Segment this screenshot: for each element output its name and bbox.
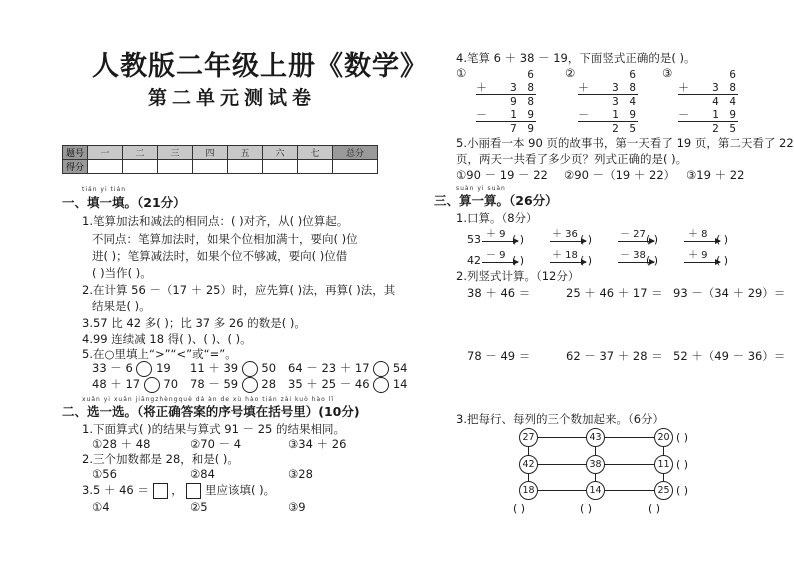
compare-right: 70 bbox=[163, 377, 179, 391]
vcalc-label-3: ③ bbox=[662, 66, 673, 80]
compare-left: 78 － 59 bbox=[190, 377, 239, 391]
compare-left: 64 － 23 ＋ 17 bbox=[288, 361, 370, 375]
s2-q2-opt1: ①56 bbox=[92, 467, 117, 481]
s1-q1-line4: ( )当作( )。 bbox=[92, 266, 152, 280]
r-q4: 4.笔算 6 ＋ 38 － 19，下面竖式正确的是( )。 bbox=[456, 51, 696, 65]
grid-number: 18 bbox=[519, 481, 538, 500]
compare-left: 33 － 6 bbox=[92, 361, 133, 375]
r-q5-line2: 页，两天一共看了多少页？列式正确的是( )。 bbox=[456, 152, 688, 166]
grid-number: 14 bbox=[586, 481, 605, 500]
chain1-op4: ＋ 8 bbox=[688, 229, 708, 240]
compare-right: 50 bbox=[261, 361, 277, 375]
compare-right: 54 bbox=[392, 361, 408, 375]
score-cell bbox=[228, 160, 263, 174]
exam-subtitle: 第二单元测试卷 bbox=[148, 87, 317, 109]
answer-paren: ( ) bbox=[512, 233, 525, 246]
s2-q3-question: 里应该填( )。 bbox=[205, 483, 276, 497]
answer-paren: ( ) bbox=[512, 254, 525, 267]
chain2-op2: ＋ 18 bbox=[552, 250, 578, 261]
score-table bbox=[62, 145, 378, 174]
score-cell bbox=[263, 160, 298, 174]
compare-circle[interactable] bbox=[373, 361, 389, 377]
s2-q3-comma: ， bbox=[171, 483, 183, 497]
compare-left: 48 ＋ 17 bbox=[92, 377, 141, 391]
score-col-7: 七 bbox=[298, 146, 333, 160]
s2-q3-opt3: ③9 bbox=[288, 500, 306, 514]
s2-q1-opt1: ①28 ＋ 48 bbox=[92, 437, 151, 451]
grid-number: 38 bbox=[586, 455, 605, 474]
compare-right: 14 bbox=[392, 377, 408, 391]
score-col-4: 四 bbox=[193, 146, 228, 160]
chain2-start: 42 bbox=[467, 254, 481, 267]
chain-arrow bbox=[684, 241, 720, 242]
compare-item bbox=[190, 376, 276, 393]
s2-q3-opt1: ①4 bbox=[92, 500, 110, 514]
compare-circle[interactable] bbox=[242, 361, 258, 377]
exam-title: 人教版二年级上册《数学》 bbox=[92, 51, 428, 82]
grid-number: 11 bbox=[654, 455, 673, 474]
answer-paren: ( ) bbox=[646, 233, 659, 246]
compare-item bbox=[92, 376, 178, 393]
row-sum-paren[interactable]: ( ) bbox=[676, 431, 689, 444]
col-sum-paren[interactable]: ( ) bbox=[513, 502, 526, 515]
s1-q2-line2: 结果是( )。 bbox=[92, 299, 151, 313]
s2-q1: 1.下面算式( )的结果与算式 91 － 25 的结果相同。 bbox=[82, 422, 345, 436]
s1-q5: 5.在○里填上“>”“<”或“=”。 bbox=[82, 347, 237, 361]
section3-pinyin: suàn yi suàn bbox=[456, 185, 506, 192]
grid-number: 27 bbox=[519, 428, 538, 447]
compare-left: 35 ＋ 25 － 46 bbox=[288, 377, 370, 391]
compare-item bbox=[288, 376, 407, 393]
chain1-op2: ＋ 36 bbox=[552, 229, 578, 240]
compare-item bbox=[92, 360, 171, 377]
s3-q3: 3.把每行、每列的三个数加起来。（6分） bbox=[456, 412, 665, 426]
answer-paren: ( ) bbox=[716, 233, 729, 246]
s1-q1-line3: 进( )；笔算减法时，如果个位不够减，要向( )位借 bbox=[92, 249, 348, 263]
answer-paren: ( ) bbox=[716, 254, 729, 267]
compare-left: 11 ＋ 39 bbox=[190, 361, 239, 375]
grid-number: 42 bbox=[519, 455, 538, 474]
s2-q1-opt3: ③34 ＋ 26 bbox=[288, 437, 347, 451]
chain-arrow bbox=[684, 262, 720, 263]
s1-q2-line1: 2.在计算 56 －（17 ＋ 25）时，应先算( )法，再算( )法，其 bbox=[82, 283, 396, 297]
chain1-op1: ＋ 9 bbox=[486, 229, 506, 240]
calc-expr: 52 ＋（49 － 36）＝ bbox=[673, 349, 786, 363]
score-cell-total bbox=[333, 160, 378, 174]
chain1-start: 53 bbox=[467, 233, 481, 246]
calc-expr: 25 ＋ 46 ＋ 17 ＝ bbox=[566, 286, 663, 300]
r-q5-line1: 5.小丽看一本 90 页的故事书，第一天看了 19 页，第二天看了 22 bbox=[456, 136, 794, 150]
r-q5-opt3: ③19 ＋ 22 bbox=[686, 168, 745, 182]
s2-q2-opt2: ②84 bbox=[190, 467, 215, 481]
s1-q4: 4.99 连续减 18 得( )、( )、( )。 bbox=[82, 332, 252, 346]
answer-paren: ( ) bbox=[580, 233, 593, 246]
answer-box[interactable] bbox=[153, 483, 168, 499]
answer-paren: ( ) bbox=[646, 254, 659, 267]
vcalc-label-2: ② bbox=[565, 66, 576, 80]
score-col-3: 三 bbox=[158, 146, 193, 160]
compare-right: 19 bbox=[156, 361, 171, 375]
calc-expr: 93 －（34 ＋ 29）＝ bbox=[673, 286, 786, 300]
section3-heading: 三、算一算。（26分） bbox=[434, 193, 558, 208]
s1-q1-line2: 不同点：笔算加法时，如果个位相加满十，要向( )位 bbox=[92, 232, 358, 246]
r-q5-opt2: ②90 －（19 ＋ 22） bbox=[564, 168, 676, 182]
score-col-1: 一 bbox=[88, 146, 123, 160]
section1-pinyin: tián yi tián bbox=[82, 186, 127, 193]
col-sum-paren[interactable]: ( ) bbox=[648, 502, 661, 515]
section2-heading: 二、选一选。（将正确答案的序号填在括号里）(10分) bbox=[62, 404, 360, 419]
s1-q1-line1: 1.笔算加法和减法的相同点：( )对齐，从( )位算起。 bbox=[82, 214, 349, 228]
compare-circle[interactable] bbox=[373, 377, 389, 393]
s3-q1: 1.口算。（8分） bbox=[456, 211, 538, 225]
s2-q1-opt2: ②70 － 4 bbox=[190, 437, 242, 451]
s2-q2: 2.三个加数都是 28，和是( )。 bbox=[82, 452, 239, 466]
score-table-label-score: 得分 bbox=[63, 160, 88, 174]
r-q5-opt1: ①90 － 19 － 22 bbox=[456, 168, 548, 182]
grid-number: 25 bbox=[654, 481, 673, 500]
score-col-total: 总分 bbox=[333, 146, 378, 160]
calc-expr: 62 － 37 ＋ 28 ＝ bbox=[566, 349, 663, 363]
grid-number: 43 bbox=[586, 428, 605, 447]
score-col-2: 二 bbox=[123, 146, 158, 160]
vcalc-label-1: ① bbox=[456, 66, 467, 80]
score-cell bbox=[88, 160, 123, 174]
compare-item bbox=[288, 360, 407, 377]
row-sum-paren[interactable]: ( ) bbox=[676, 458, 689, 471]
vertical-calc-3: 6 ＋ 3 8 4 4 － 1 9 2 5 bbox=[678, 68, 738, 135]
s2-q3 bbox=[82, 482, 275, 499]
chain2-op4: ＋ 9 bbox=[688, 250, 708, 261]
answer-paren: ( ) bbox=[580, 254, 593, 267]
compare-circle[interactable] bbox=[242, 377, 258, 393]
col-sum-paren[interactable]: ( ) bbox=[580, 502, 593, 515]
s2-q3-opt2: ②5 bbox=[190, 500, 208, 514]
chain1-op3: － 27 bbox=[620, 229, 646, 240]
section2-pinyin: xuǎn yi xuǎn jiāngzhèngquè dá àn de xù hào tián zài kuò hào lǐ bbox=[82, 396, 335, 403]
score-table-label-number: 题号 bbox=[63, 146, 88, 160]
score-cell bbox=[193, 160, 228, 174]
s2-q3-expr: 3.5 ＋ 46 ＝ bbox=[82, 483, 149, 497]
score-col-6: 六 bbox=[263, 146, 298, 160]
score-cell bbox=[123, 160, 158, 174]
s3-q2: 2.列竖式计算。（12分） bbox=[456, 269, 580, 283]
chain2-op3: － 38 bbox=[620, 250, 646, 261]
compare-item bbox=[190, 360, 276, 377]
s1-q3: 3.57 比 42 多( )；比 37 多 26 的数是( )。 bbox=[82, 316, 306, 330]
answer-box[interactable] bbox=[186, 483, 201, 499]
row-sum-paren[interactable]: ( ) bbox=[676, 484, 689, 497]
score-cell bbox=[298, 160, 333, 174]
grid-number: 20 bbox=[654, 428, 673, 447]
score-cell bbox=[158, 160, 193, 174]
compare-right: 28 bbox=[261, 377, 277, 391]
calc-expr: 78 － 49 ＝ bbox=[467, 349, 531, 363]
compare-circle[interactable] bbox=[144, 377, 160, 393]
section1-heading: 一、填一填。（21分） bbox=[62, 195, 186, 210]
vertical-calc-2: 6 ＋ 3 8 3 4 － 1 9 2 5 bbox=[578, 68, 638, 135]
calc-expr: 38 ＋ 46 ＝ bbox=[467, 286, 531, 300]
s2-q2-opt3: ③28 bbox=[288, 467, 313, 481]
vertical-calc-1: 6 ＋ 3 8 9 8 － 1 9 7 9 bbox=[476, 68, 536, 135]
compare-circle[interactable] bbox=[136, 361, 152, 377]
chain2-op1: － 9 bbox=[486, 250, 506, 261]
score-col-5: 五 bbox=[228, 146, 263, 160]
